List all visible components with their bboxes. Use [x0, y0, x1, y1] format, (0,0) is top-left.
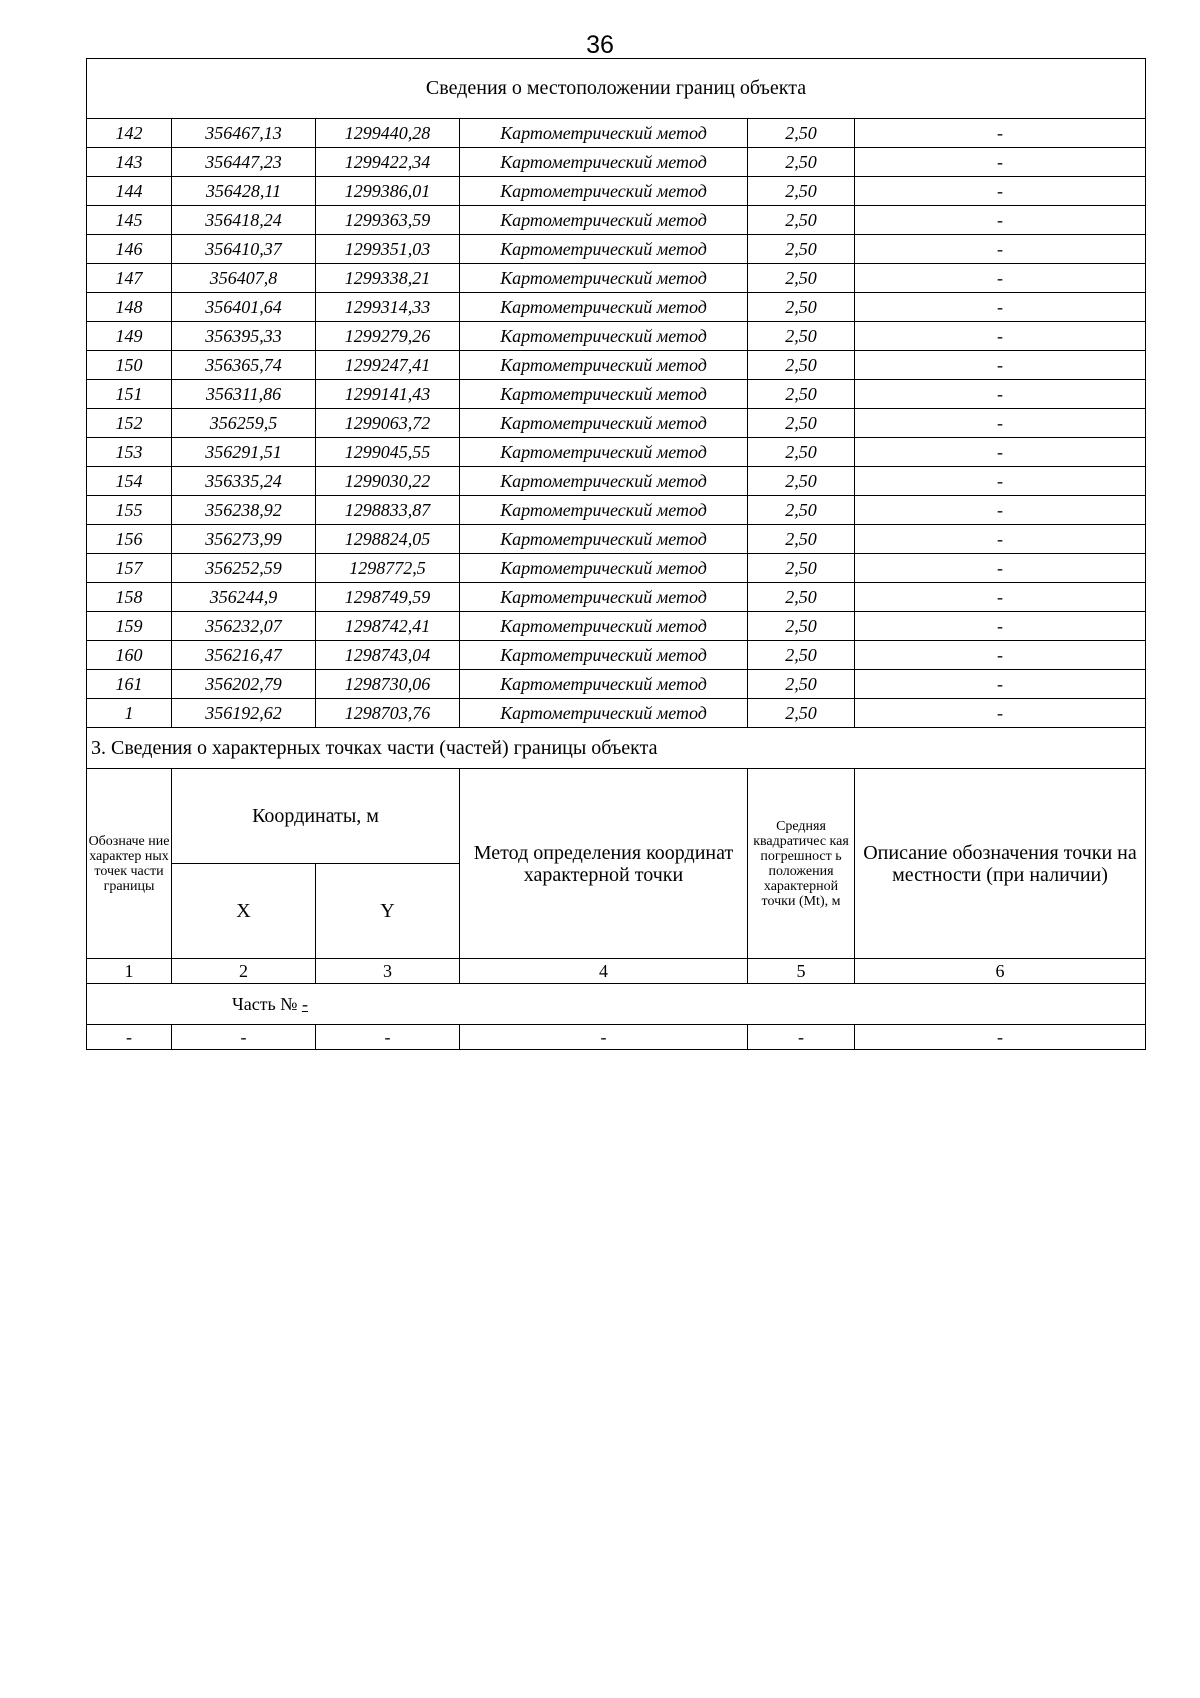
table-row: [87, 438, 1146, 467]
method: Картометрический метод: [460, 409, 748, 438]
description: -: [855, 699, 1146, 728]
point-number: 145: [87, 206, 172, 235]
point-number: 144: [87, 177, 172, 206]
coord-x: 356216,47: [172, 641, 316, 670]
coord-y: 1299422,34: [316, 148, 460, 177]
table-row: [87, 612, 1146, 641]
accuracy: 2,50: [748, 380, 855, 409]
coord-x: 356311,86: [172, 380, 316, 409]
method: Картометрический метод: [460, 235, 748, 264]
method: Картометрический метод: [460, 293, 748, 322]
accuracy: 2,50: [748, 119, 855, 148]
table-row: [87, 235, 1146, 264]
description: -: [855, 264, 1146, 293]
table-row: [87, 148, 1146, 177]
method: Картометрический метод: [460, 641, 748, 670]
description: -: [855, 409, 1146, 438]
empty-cell: -: [87, 1025, 172, 1050]
part-row: [87, 984, 1146, 1025]
method: Картометрический метод: [460, 554, 748, 583]
coord-y: 1298703,76: [316, 699, 460, 728]
table-row: [87, 380, 1146, 409]
description: -: [855, 322, 1146, 351]
coord-y: 1299030,22: [316, 467, 460, 496]
point-number: 161: [87, 670, 172, 699]
table-row: [87, 119, 1146, 148]
method: Картометрический метод: [460, 322, 748, 351]
description: -: [855, 235, 1146, 264]
coord-x: 356428,11: [172, 177, 316, 206]
method: Картометрический метод: [460, 438, 748, 467]
description: -: [855, 554, 1146, 583]
header-accuracy: Средняя квадратичес кая погрешност ь положения характерной точки (Mt), м: [748, 769, 855, 959]
empty-cell: -: [172, 1025, 316, 1050]
method: Картометрический метод: [460, 148, 748, 177]
method: Картометрический метод: [460, 583, 748, 612]
coord-y: 1299247,41: [316, 351, 460, 380]
coord-x: 356407,8: [172, 264, 316, 293]
header-y: Y: [316, 864, 460, 959]
method: Картометрический метод: [460, 670, 748, 699]
point-number: 151: [87, 380, 172, 409]
coord-y: 1299363,59: [316, 206, 460, 235]
column-number: 1: [87, 959, 172, 984]
coord-y: 1298742,41: [316, 612, 460, 641]
method: Картометрический метод: [460, 351, 748, 380]
accuracy: 2,50: [748, 438, 855, 467]
table-title-row: [87, 59, 1146, 119]
coord-x: 356232,07: [172, 612, 316, 641]
empty-cell: -: [460, 1025, 748, 1050]
accuracy: 2,50: [748, 148, 855, 177]
coord-y: 1299338,21: [316, 264, 460, 293]
accuracy: 2,50: [748, 235, 855, 264]
coord-x: 356291,51: [172, 438, 316, 467]
column-number: 6: [855, 959, 1146, 984]
point-number: 147: [87, 264, 172, 293]
accuracy: 2,50: [748, 322, 855, 351]
coord-x: 356365,74: [172, 351, 316, 380]
point-number: 143: [87, 148, 172, 177]
coord-x: 356252,59: [172, 554, 316, 583]
point-number: 158: [87, 583, 172, 612]
table-title: Сведения о местоположении границ объекта: [87, 59, 1146, 119]
description: -: [855, 351, 1146, 380]
table-row: [87, 670, 1146, 699]
coord-y: 1298824,05: [316, 525, 460, 554]
method: Картометрический метод: [460, 467, 748, 496]
coord-x: 356244,9: [172, 583, 316, 612]
boundary-table: [86, 58, 1146, 1050]
point-number: 142: [87, 119, 172, 148]
coord-y: 1299351,03: [316, 235, 460, 264]
accuracy: 2,50: [748, 641, 855, 670]
point-number: 156: [87, 525, 172, 554]
method: Картометрический метод: [460, 699, 748, 728]
point-number: 149: [87, 322, 172, 351]
coord-x: 356259,5: [172, 409, 316, 438]
description: -: [855, 670, 1146, 699]
header-method: Метод определения координат характерной точки: [460, 769, 748, 959]
description: -: [855, 612, 1146, 641]
point-number: 1: [87, 699, 172, 728]
coord-y: 1299045,55: [316, 438, 460, 467]
table-row: [87, 322, 1146, 351]
point-number: 152: [87, 409, 172, 438]
table-row: [87, 699, 1146, 728]
coord-x: 356202,79: [172, 670, 316, 699]
point-number: 160: [87, 641, 172, 670]
coord-y: 1298772,5: [316, 554, 460, 583]
page-number: 36: [586, 31, 614, 59]
column-numbers-row: [87, 959, 1146, 984]
coord-y: 1299063,72: [316, 409, 460, 438]
description: -: [855, 380, 1146, 409]
accuracy: 2,50: [748, 351, 855, 380]
table-row: [87, 641, 1146, 670]
coord-x: 356273,99: [172, 525, 316, 554]
table-row: [87, 409, 1146, 438]
accuracy: 2,50: [748, 177, 855, 206]
description: -: [855, 641, 1146, 670]
coord-y: 1299141,43: [316, 380, 460, 409]
table-row: [87, 525, 1146, 554]
section3-header-row-1: [87, 769, 1146, 864]
accuracy: 2,50: [748, 409, 855, 438]
accuracy: 2,50: [748, 670, 855, 699]
description: -: [855, 496, 1146, 525]
coord-x: 356192,62: [172, 699, 316, 728]
table-body: [87, 59, 1146, 1050]
empty-row: [87, 1025, 1146, 1050]
table-row: [87, 293, 1146, 322]
method: Картометрический метод: [460, 119, 748, 148]
coord-x: 356395,33: [172, 322, 316, 351]
header-coordinates: Координаты, м: [172, 769, 460, 864]
point-number: 159: [87, 612, 172, 641]
point-number: 153: [87, 438, 172, 467]
coord-x: 356467,13: [172, 119, 316, 148]
point-number: 150: [87, 351, 172, 380]
coord-y: 1298749,59: [316, 583, 460, 612]
point-number: 157: [87, 554, 172, 583]
description: -: [855, 177, 1146, 206]
column-number: 2: [172, 959, 316, 984]
coord-x: 356447,23: [172, 148, 316, 177]
accuracy: 2,50: [748, 583, 855, 612]
coord-y: 1299279,26: [316, 322, 460, 351]
table-row: [87, 351, 1146, 380]
part-label: Часть №: [232, 993, 298, 1014]
description: -: [855, 467, 1146, 496]
description: -: [855, 206, 1146, 235]
description: -: [855, 438, 1146, 467]
table-row: [87, 206, 1146, 235]
point-number: 154: [87, 467, 172, 496]
method: Картометрический метод: [460, 496, 748, 525]
coord-x: 356238,92: [172, 496, 316, 525]
empty-cell: -: [855, 1025, 1146, 1050]
description: -: [855, 119, 1146, 148]
part-cell: [87, 984, 1146, 1025]
coord-y: 1299314,33: [316, 293, 460, 322]
coord-x: 356418,24: [172, 206, 316, 235]
accuracy: 2,50: [748, 496, 855, 525]
point-number: 146: [87, 235, 172, 264]
accuracy: 2,50: [748, 554, 855, 583]
section3-title: 3. Сведения о характерных точках части (частей) границы объекта: [87, 728, 1146, 769]
method: Картометрический метод: [460, 177, 748, 206]
part-value: -: [301, 993, 308, 1014]
section3-title-row: [87, 728, 1146, 769]
coord-x: 356335,24: [172, 467, 316, 496]
accuracy: 2,50: [748, 612, 855, 641]
column-number: 4: [460, 959, 748, 984]
point-number: 155: [87, 496, 172, 525]
method: Картометрический метод: [460, 612, 748, 641]
table-row: [87, 496, 1146, 525]
description: -: [855, 583, 1146, 612]
method: Картометрический метод: [460, 264, 748, 293]
method: Картометрический метод: [460, 380, 748, 409]
empty-cell: -: [316, 1025, 460, 1050]
coord-y: 1298730,06: [316, 670, 460, 699]
column-number: 5: [748, 959, 855, 984]
coord-y: 1299440,28: [316, 119, 460, 148]
method: Картометрический метод: [460, 206, 748, 235]
coord-y: 1298833,87: [316, 496, 460, 525]
table-row: [87, 583, 1146, 612]
column-number: 3: [316, 959, 460, 984]
coord-y: 1299386,01: [316, 177, 460, 206]
header-x: X: [172, 864, 316, 959]
accuracy: 2,50: [748, 467, 855, 496]
accuracy: 2,50: [748, 293, 855, 322]
description: -: [855, 148, 1146, 177]
accuracy: 2,50: [748, 206, 855, 235]
table-row: [87, 264, 1146, 293]
method: Картометрический метод: [460, 525, 748, 554]
empty-cell: -: [748, 1025, 855, 1050]
coord-x: 356410,37: [172, 235, 316, 264]
table-row: [87, 467, 1146, 496]
table-row: [87, 554, 1146, 583]
header-designation: Обозначе ние характер ных точек части границы: [87, 769, 172, 959]
header-description: Описание обозначения точки на местности (при наличии): [855, 769, 1146, 959]
description: -: [855, 525, 1146, 554]
coord-y: 1298743,04: [316, 641, 460, 670]
accuracy: 2,50: [748, 264, 855, 293]
table-row: [87, 177, 1146, 206]
accuracy: 2,50: [748, 699, 855, 728]
description: -: [855, 293, 1146, 322]
point-number: 148: [87, 293, 172, 322]
accuracy: 2,50: [748, 525, 855, 554]
coord-x: 356401,64: [172, 293, 316, 322]
